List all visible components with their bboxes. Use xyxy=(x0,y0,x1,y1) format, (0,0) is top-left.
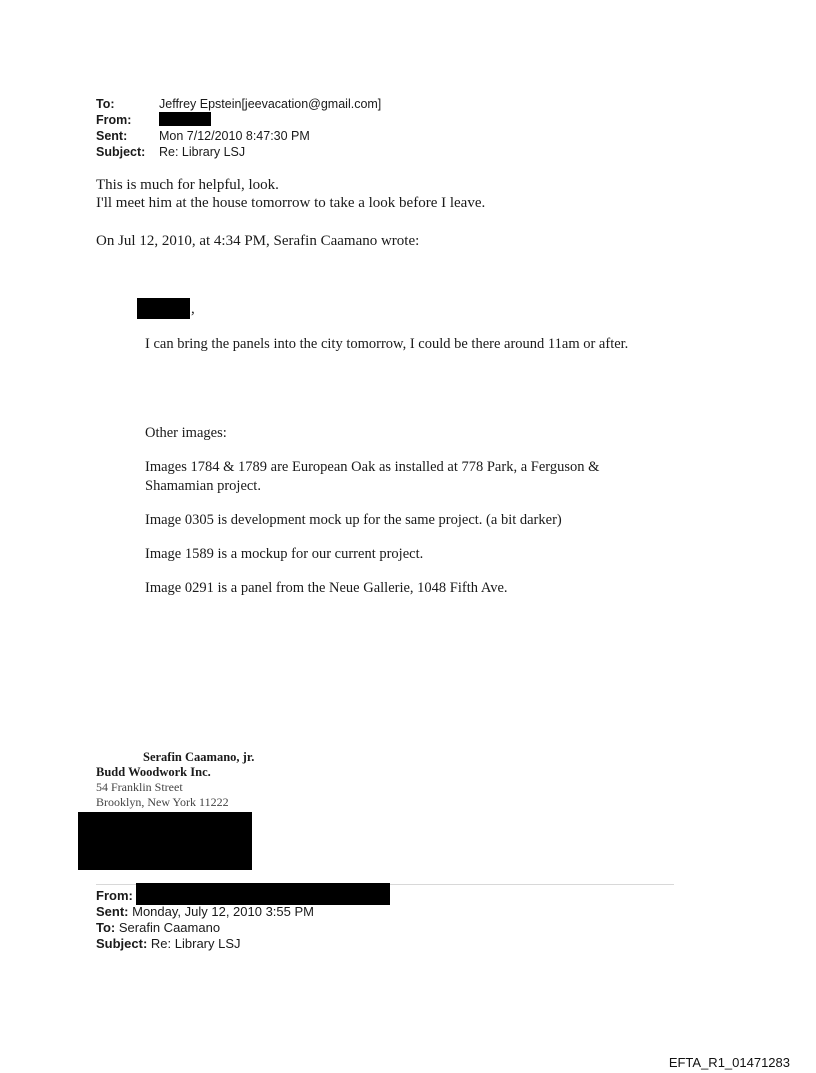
body-line-1: This is much for helpful, look. xyxy=(96,177,279,193)
forwarded-subject-row xyxy=(96,936,241,952)
subject-label: Subject: xyxy=(96,145,146,159)
forwarded-to-label: To: xyxy=(96,920,116,935)
forwarded-sent-row xyxy=(96,904,314,920)
header-subject-row xyxy=(96,144,245,160)
forwarded-sent-value: Monday, July 12, 2010 3:55 PM xyxy=(132,904,314,919)
sent-value: Mon 7/12/2010 8:47:30 PM xyxy=(159,129,310,143)
redaction-box xyxy=(159,112,211,126)
from-label: From: xyxy=(96,113,132,127)
forwarded-subject-value: Re: Library LSJ xyxy=(150,936,241,951)
redaction-box xyxy=(78,812,252,870)
quoted-paragraph-1: I can bring the panels into the city tomorrow, I could be there around 11am or after. xyxy=(145,336,629,352)
quoted-paragraph-4: Image 0305 is development mock up for the same project. (a bit darker) xyxy=(145,512,562,528)
quote-intro: On Jul 12, 2010, at 4:34 PM, Serafin Caamano wrote: xyxy=(96,233,420,249)
redaction-box xyxy=(136,883,390,905)
sent-label: Sent: xyxy=(96,129,128,143)
quoted-paragraph-5: Image 1589 is a mockup for our current project. xyxy=(145,546,424,562)
forwarded-subject-label: Subject: xyxy=(96,936,148,951)
body-line-2: I'll meet him at the house tomorrow to take a look before I leave. xyxy=(96,195,486,211)
subject-value: Re: Library LSJ xyxy=(159,145,246,159)
signature-name: Serafin Caamano, jr. xyxy=(143,750,255,764)
to-value: Jeffrey Epstein[jeevacation@gmail.com] xyxy=(159,97,382,111)
signature-city: Brooklyn, New York 11222 xyxy=(96,795,229,809)
quoted-paragraph-6: Image 0291 is a panel from the Neue Gallerie, 1048 Fifth Ave. xyxy=(145,580,508,596)
quoted-paragraph-3: Images 1784 & 1789 are European Oak as installed at 778 Park, a Ferguson & Shamamian project. xyxy=(145,459,600,494)
greeting-comma: , xyxy=(191,301,195,317)
forwarded-from-row xyxy=(96,888,133,904)
signature-street: 54 Franklin Street xyxy=(96,780,183,794)
to-label: To: xyxy=(96,97,115,111)
forwarded-to-row xyxy=(96,920,220,936)
document-id: EFTA_R1_01471283 xyxy=(668,1055,790,1070)
header-to-row xyxy=(96,96,381,112)
quoted-paragraph-2: Other images: xyxy=(145,425,227,441)
signature-company: Budd Woodwork Inc. xyxy=(96,765,211,779)
redaction-box xyxy=(137,298,190,319)
forwarded-to-value: Serafin Caamano xyxy=(118,920,221,935)
forwarded-sent-label: Sent: xyxy=(96,904,129,919)
header-from-row xyxy=(96,112,159,128)
forwarded-from-label: From: xyxy=(96,888,133,903)
header-sent-row xyxy=(96,128,310,144)
